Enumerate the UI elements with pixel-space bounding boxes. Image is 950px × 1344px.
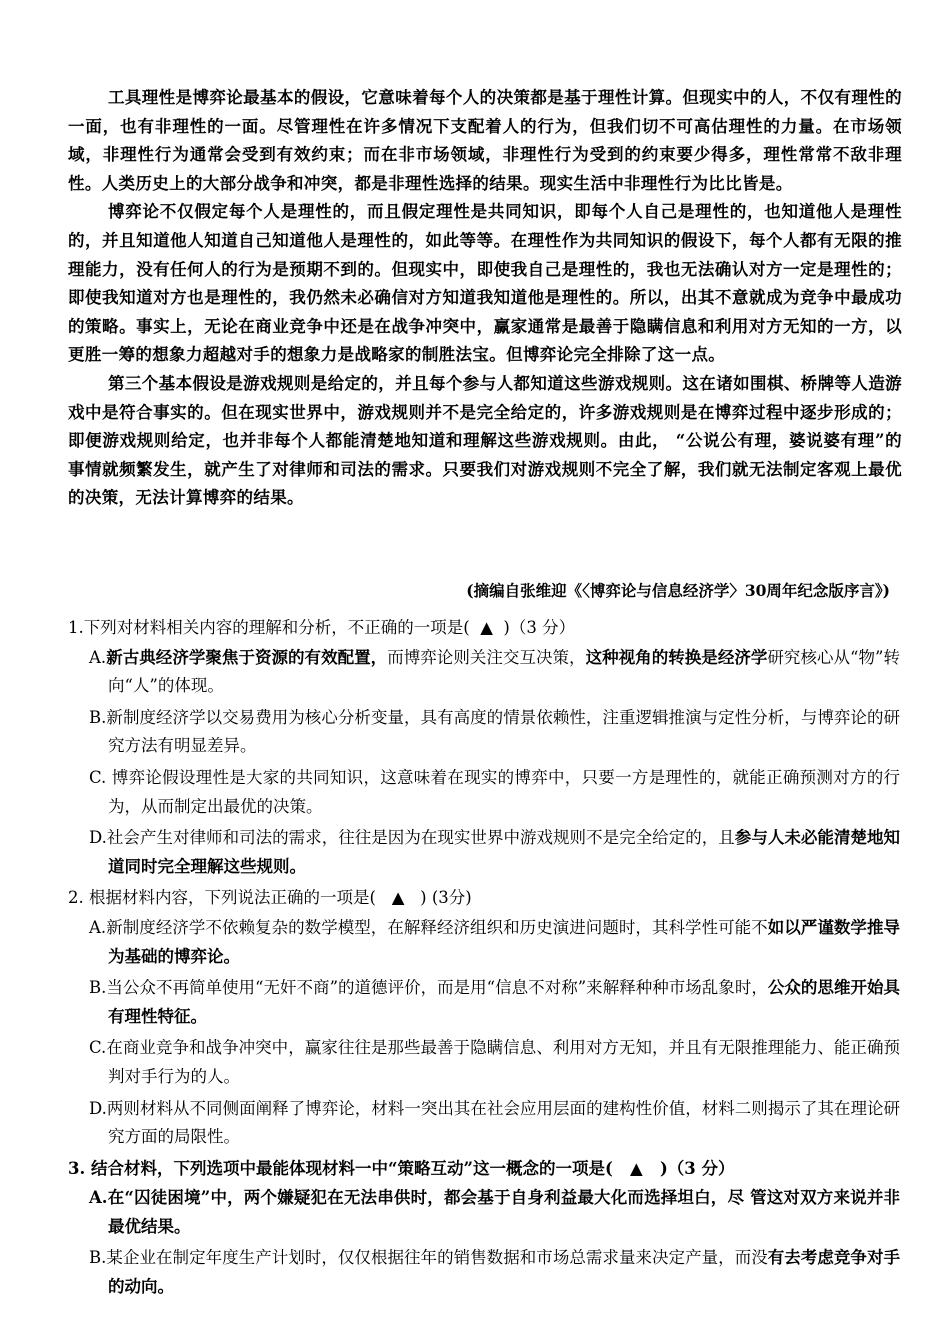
answer-blank-mark: ▲ — [630, 1158, 643, 1178]
question-1-text: 1.下列对材料相关内容的理解和分析，不正确的一项是( — [68, 618, 470, 637]
question-1-option-b: B.新制度经济学以交易费用为核心分析变量，具有高度的情景依赖性，注重逻辑推演与定性分析，与博弈论的研究方法有明显差异。 — [89, 707, 900, 756]
question-2-option-c: C.在商业竞争和战争冲突中，赢家往往是那些最善于隐瞒信息、利用对方无知，并且有无限推理能力、能正确预判对手行为的人。 — [89, 1038, 900, 1086]
question-3-stem — [68, 1155, 900, 1184]
question-2-score: ) (3分) — [420, 888, 472, 908]
passage-source: (摘编自张维迎《〈博弈论与信息经济学〉30周年纪念版序言》) — [466, 581, 890, 600]
question-2-option-b: B.当公众不再简单使用“无奸不商”的道德评价，而是用“信息不对称”来解释种种市场乱象时，公众的思维开始具有理性特征。 — [89, 978, 900, 1026]
question-1-option-a: A.新古典经济学聚焦于资源的有效配置，而博弈论则关注交互决策，这种视角的转换是经济学研究核心从“物”转向“人”的体现。 — [89, 647, 901, 696]
question-1-option-d: D.社会产生对律师和司法的需求，往往是因为在现实世界中游戏规则不是完全给定的，且参与人未必能清楚地知道同时完全理解这些规则。 — [89, 828, 901, 876]
reading-passage — [68, 84, 902, 513]
question-1-option-c: C. 博弈论假设理性是大家的共同知识，这意味着在现实的博弈中，只要一方是理性的，就能正确预测对方的行为，从而制定出最优的决策。 — [89, 767, 900, 816]
question-2-text: 2. 根据材料内容，下列说法正确的一项是( — [68, 888, 376, 908]
answer-blank-mark: ▲ — [480, 618, 493, 637]
question-1-score: )（3 分） — [503, 618, 576, 637]
answer-blank-mark: ▲ — [391, 888, 405, 908]
question-2-option-a: A.新制度经济学不依赖复杂的数学模型，在解释经济组织和历史演进问题时，其科学性可能不如以严谨数学推导为基础的博弈论。 — [89, 917, 901, 966]
question-3-text: 3. 结合材料，下列选项中最能体现材料一中“策略互动”这一概念的一项是( — [68, 1158, 613, 1178]
question-3-score: )（3 分） — [659, 1158, 735, 1178]
question-2-stem — [68, 884, 900, 913]
question-3-option-b: B.某企业在制定年度生产计划时，仅仅根据往年的销售数据和市场总需求量来决定产量，而没有去考虑竞争对手的动向。 — [89, 1248, 901, 1297]
question-2-option-d: D.两则材料从不同侧面阐释了博弈论，材料一突出其在社会应用层面的建构性价值，材料二则揭示了其在理论研究方面的局限性。 — [89, 1098, 900, 1147]
passage-paragraph-2: 博弈论不仅假定每个人是理性的，而且假定理性是共同知识，即每个人自己是理性的，也知道他人是理性的，并且知道他人知道自己知道他人是理性的，如此等等。在理性作为共同知识的假设下，每个人都有无限的推理能力，没有任何人的行为是预期不到的。但现实中，即使我自己是理性的，我也无法确认对方一定是理性的；即使我知道对方也是理性的，我仍然未必确信对方知道我知道他是理性的。所以，出其不意就成为竞争中最成功的策略。事实上，无论在商业竞争中还是在战争冲突中，赢家通常是最善于隐瞒信息和利用对方无知的一方，以更胜一筹的想象力超越对手的想象力是战略家的制胜法宝。但博弈论完全排除了这一点。 — [68, 202, 902, 365]
passage-paragraph-1: 工具理性是博弈论最基本的假设，它意味着每个人的决策都是基于理性计算。但现实中的人，不仅有理性的一面，也有非理性的一面。尽管理性在许多情况下支配着人的行为，但我们切不可高估理性的力量。在市场领域，非理性行为通常会受到有效约束；而在非市场领域，非理性行为受到的约束要少得多，理性常常不敌非理性。人类历史上的大部分战争和冲突，都是非理性选择的结果。现实生活中非理性行为比比皆是。 — [68, 88, 902, 193]
passage-paragraph-3: 第三个基本假设是游戏规则是给定的，并且每个参与人都知道这些游戏规则。这在诸如围棋、桥牌等人造游戏中是符合事实的。但在现实世界中，游戏规则并不是完全给定的，许多游戏规则是在博弈过程中逐步形成的；即便游戏规则给定，也并非每个人都能清楚地知道和理解这些游戏规则。由此， “公说公有理，婆说婆有理”的事情就频繁发生，就产生了对律师和司法的需求。只要我们对游戏规则不完全了解，我们就无法制定客观上最优的决策，无法计算博弈的结果。 — [68, 373, 902, 508]
question-3-option-a: A.在“囚徒困境”中，两个嫌疑犯在无法串供时，都会基于自身利益最大化而选择坦白，尽 管这对双方来说并非最优结果。 — [89, 1188, 900, 1236]
question-list — [68, 614, 900, 1305]
question-1-stem — [68, 614, 900, 643]
